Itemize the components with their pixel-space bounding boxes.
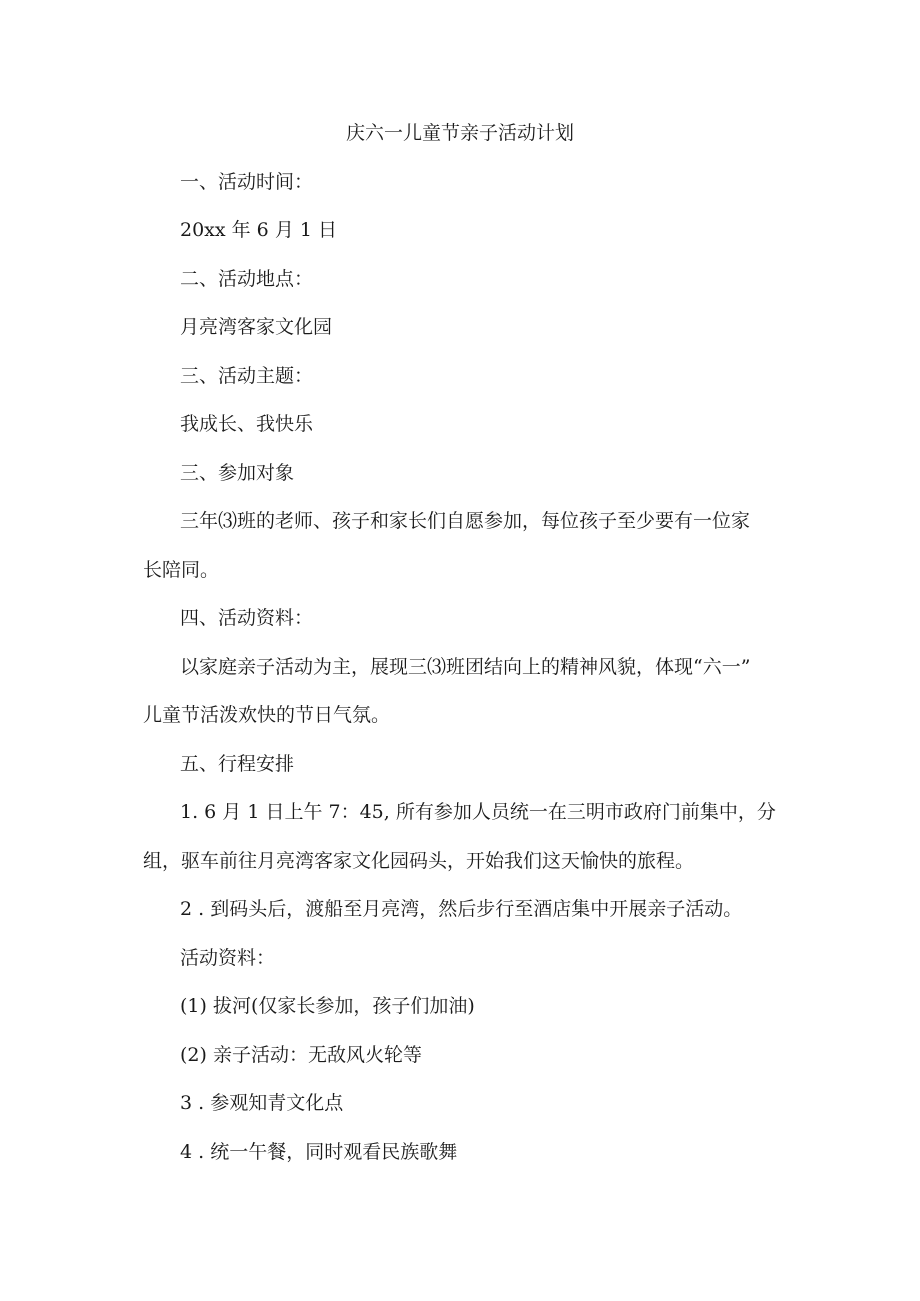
activity-content-line-2: 儿童节活泼欢快的节日气氛。 <box>143 704 391 726</box>
schedule-item-4: 4 . 统一午餐，同时观看民族歌舞 <box>180 1141 458 1163</box>
participants-text-line-2: 长陪同。 <box>143 559 220 581</box>
activity-item-parent-child: (2) 亲子活动：无敌风火轮等 <box>180 1044 422 1066</box>
activity-materials-label: 活动资料： <box>180 947 276 969</box>
activity-content-line-1: 以家庭亲子活动为主，展现三⑶班团结向上的精神风貌，体现“六一” <box>180 656 751 678</box>
participants-text-line-1: 三年⑶班的老师、孩子和家长们自愿参加，每位孩子至少要有一位家 <box>180 510 751 532</box>
document-title: 庆六一儿童节亲子活动计划 <box>345 122 574 144</box>
schedule-item-3: 3 . 参观知青文化点 <box>180 1092 344 1114</box>
activity-item-tug-of-war: (1) 拔河(仅家长参加，孩子们加油) <box>180 995 475 1017</box>
heading-activity-time: 一、活动时间： <box>180 171 314 193</box>
heading-activity-theme: 三、活动主题： <box>180 365 314 387</box>
schedule-item-1-line-2: 组，驱车前往月亮湾客家文化园码头，开始我们这天愉快的旅程。 <box>143 850 695 872</box>
activity-location: 月亮湾客家文化园 <box>180 316 333 338</box>
schedule-item-1-line-1: 1. 6 月 1 日上午 7：45, 所有参加人员统一在三明市政府门前集中，分 <box>180 801 776 823</box>
activity-date: 20xx 年 6 月 1 日 <box>180 219 337 241</box>
heading-activity-location: 二、活动地点： <box>180 268 314 290</box>
schedule-item-2: 2 . 到码头后，渡船至月亮湾，然后步行至酒店集中开展亲子活动。 <box>180 898 743 920</box>
heading-activity-content: 四、活动资料： <box>180 607 314 629</box>
heading-participants: 三、参加对象 <box>180 462 295 484</box>
heading-schedule: 五、行程安排 <box>180 753 295 775</box>
activity-theme: 我成长、我快乐 <box>180 413 314 435</box>
